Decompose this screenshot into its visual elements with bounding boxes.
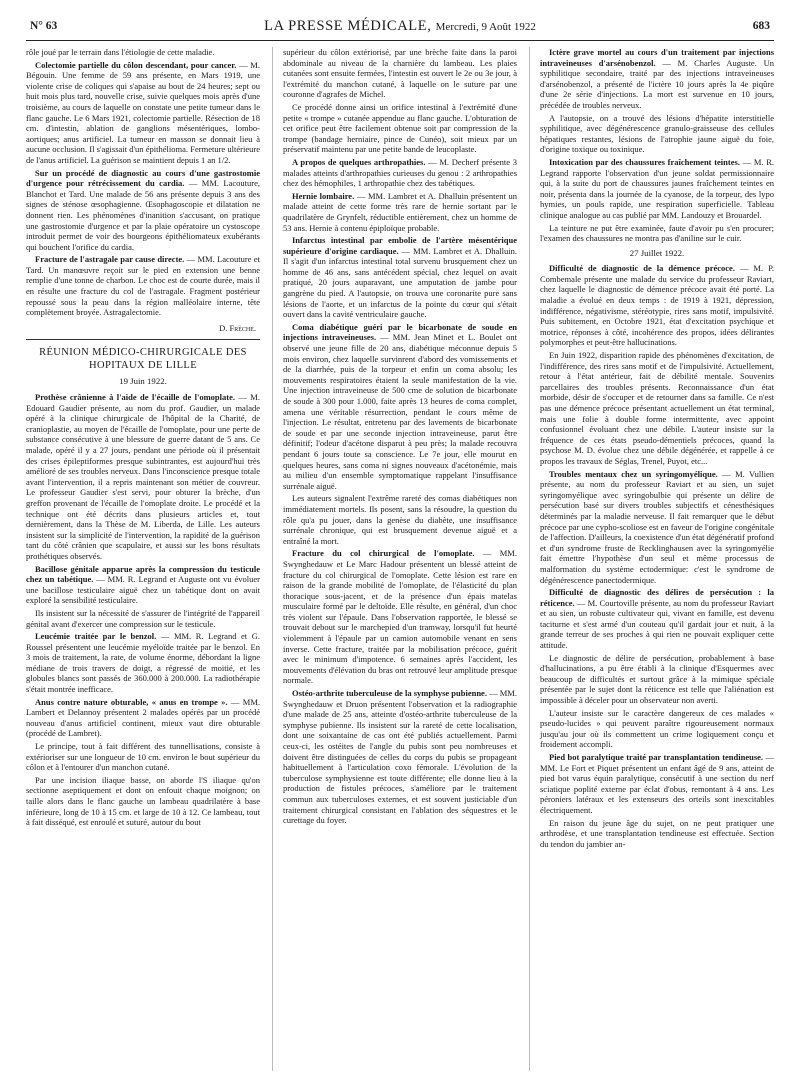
article-body: — M. Edouard Gaudier présente, au nom du prof. Gaudier, un malade opéré à la clinique chirurgicale de l'hôpital de la Charité, de cranioplastie, au moyen de l'écaille de l'omoplate, pour une perte de substance consécutive à une blessure de guerre datant de 5 ans. Ce malade, opéré il y a 27 jours, pendant une période où il présentait des crises épileptiformes presque subintrantes, est aujourd'hui très amélioré de ses troubles nerveux. Dans l'inconscience presque totale avant l'intervention, il a repris maintenant son métier de couvreur. Le professeur Gaudier s'est servi, pour obturer la brèche, d'un greffon provenant de l'écaille de l'omoplate droite. Le procédé et la technique ont été décrits dans plusieurs articles et, tout dernièrement, dans la Thèse de M. Liberda, de Lille. Les auteurs insistent sur la simplicité de l'intervention, la rapidité de la guérison tant du côté crânien que scapulaire, et aussi sur les bons résultats prothétiques observés. (26, 392, 260, 561)
article-gastrostomie (26, 168, 260, 253)
article-body: — MM. Jean Minet et L. Boulet ont observé une jeune fille de 20 ans, diabétique méconnue depuis 5 mois environ, chez laquelle survinrent d'abord des vomissements et de la diarrhée, puis de la torpeur et enfin un coma absolu; les mouvements respiratoires étaient la seule manifestation de la vie. Une injection intraveineuse de 500 cme de solution de bicarbonate de soude à 300 pour 1.000, faite après 13 heures de coma complet, amena une véritable résurrection, pendant le cours même de l'injection. Le résultat, entretenu par des lavements de bicarbonate de soude et par une seconde injection intraveineuse, parut être définitif; l'odeur d'acétone disparut à peu près; la malade recouvra pendant 6 jours toute sa conscience. Le 7e jour, elle mourut en quelques heures, sans coma ni signes nouveaux d'acétonémie, mais au milieu d'un ensemble symptomatique rappelant l'insuffisance surrénale aiguë. (283, 332, 517, 491)
article-astragale (26, 254, 260, 318)
article-title: Leucémie traitée par le benzol. (35, 631, 157, 642)
author-signature: D. Frèche. (219, 322, 256, 333)
article-title: Bacillose génitale apparue après la compression du testicule chez un tabétique. (26, 563, 260, 585)
paragraph: En Juin 1922, disparition rapide des phénomènes d'excitation, de l'indifférence, des rires sans motif et de l'impulsivité. Actuellement, retour à l'état antérieur, fait de débilité mentale. Souvenirs parcellaires des troubles présents. Reconnaissance d'un état morbide, désir de s'occuper et de retourner dans sa famille. Ce n'est pas une démence précoce présentant actuellement un état terminal, mais une folie à double forme intermittente, avec appoint confusionnel évoluant chez une débile. L'auteur insiste sur la fréquence de ces états pseudo-démentiels précoces, quand la psychose M. D. évolue chez une débile dégénérée, et rappelle à ce propos les travaux de Séglas, Trenel, Puyot, etc... (540, 350, 774, 466)
article-title: Difficulté de diagnostic des délires de persécution : la réticence. (540, 587, 774, 608)
journal-name: LA PRESSE MÉDICALE, (264, 18, 432, 34)
article-intoxication (540, 157, 774, 221)
paragraph: supérieur du côlon extériorisé, par une brèche faite dans la paroi abdominale au niveau de la charnière du lambeau. Les plaies cutanées sont ensuite fermées, l'intestin est ouvert le 2e ou 3e jour, à l'extrémité du manchon cutané, à laquelle on le suture par une couronne d'agrafes de Michel. (283, 47, 517, 100)
column-1 (26, 47, 260, 1071)
article-pied-bot (540, 752, 774, 816)
article-body: — MM. Lacouture, Blanchot et Tard. Une malade de 56 ans présente depuis 3 ans des signes de sténose œsophagienne. Œsophagoscopie et dilatation ne donnent rien. Les phénomènes d'inanition s'accusant, on pratique une gastrostomie d'urgence et par la plaie opératoire un cystoscope introduit permet de voir des bourgeons épithéliomateux exubérants qui bouchent l'orifice du cardia. (26, 178, 260, 252)
article-title: Sur un procédé de diagnostic au cours d'une gastrostomie d'urgence pour rétrécissement du cardia. (26, 167, 260, 189)
article-body: — M. Bégouin. Une femme de 59 ans présente, en Mars 1919, une violente crise de coliques qui s'apaise au bout de 24 heures; sept ou huit mois plus tard, nouvelle crise, suivie quelques mois après d'une troisième, au cours de laquelle on constate une petite tumeur dans le flanc gauche. Le 6 Mars 1921, colectomie partielle. Résection de 18 cm. d'intestin, ablation de ganglions mésentériques, lombo-aortiques; anus artificiel. La tumeur en masson se donnait lieu à aucune occlusion. Il s'agissait d'un épithélioma. Fermeture ultérieure de l'anus artificiel. La guérison se maintient depuis 1 an 1/2. (26, 59, 260, 165)
article-body: — MM. Lacouture et Tard. Un manœuvre reçoit sur le pied en extension une benne remplie d'une tonne de charbon. Le choc est de courte durée, mais il en résulte une fracture du col de l'astragale. Fragment postérieur repoussé sous la peau dans la région malléolaire interne, tête complètement broyée. Astragalectomie. (26, 254, 260, 318)
article-demence (540, 263, 774, 348)
article-body: — M. Vullien présente, au nom du professeur Raviart et au sien, un sujet syringomyélique avec syringobulbie qui présente un délire de persécution basé sur divers troubles subjectifs et cénesthésiques déterminés par la maladie nerveuse. Il fait remarquer que le début précoce par une cypho-scoliose est en faveur de l'origine congénitale de l'affection. D'ailleurs, la coexistence d'un état dégénératif profond et d'un syndrome fruste de Recklinghausen avec la syringomyélie fait émettre l'hypothèse d'un seul et même processus de malformation du système ectodermique: c'est le syndrome de dégénérescence panectodermique. (540, 468, 774, 585)
paragraph: En raison du jeune âge du sujet, on ne peut pratiquer une arthrodèse, et une transplantation tendineuse est effectuée. Section du tendon du jambier an- (540, 817, 774, 849)
text-columns (26, 47, 774, 1071)
article-title: Intoxication par des chaussures fraîchement teintes. (549, 156, 740, 167)
issue-number: N° 63 (30, 20, 58, 32)
paragraph: Les auteurs signalent l'extrême rareté des comas diabétiques non immédiatement mortels. Ils posent, sans la résoudre, la question du rôle qu'a pu jouer, dans la genèse du diabète, une insuffisance surrénale chronique, qui est brusquement devenue aiguë et a entraîné la mort. (283, 493, 517, 546)
article-body: — MM. Swynghedauw et Druon présentent l'observation et la radiographie d'une malade de 25 ans, atteinte d'ostéo-arthrite tuberculeuse de la symphyse pubienne. Ils insistent sur la rareté de cette localisation, dont une soixantaine de cas ont été publiés actuellement. Parmi ceux-ci, les ostéites de l'angle du pubis sont peu nombreuses et doivent être distinguées de celles du corps du pubis se propageant habituellement à l'articulation coxo fémorale. L'évolution de la tuberculose symphysienne est toute différente; elle donne lieu à la production de fistules précoces, s'améliore par le traitement commun aux tuberculoses externes, et est souvent justiciable d'un traitement chirurgical consistant en l'ablation des séquestres et le curettage du foyer. (283, 688, 517, 826)
article-arthropathies (283, 157, 517, 189)
article-body: — MM. Lambert et Delannoy présentent 2 malades opérés par un procédé nouveau d'anus artificiel continent, mieux vaut dire obturable (procédé de Lambret). (26, 696, 260, 739)
article-anus (26, 697, 260, 739)
paragraph: Par une incision iliaque basse, on aborde l'S iliaque qu'on sectionne aseptiquement et dont on enfouit chaque moignon; on taille alors dans le flanc gauche un lambeau quadrilatère à base inférieure, long de 10 à 15 cm. et large de 10 à 12. Ce lambeau, tout à fait disséqué, est enroulé et suturé, autour du bout (26, 774, 260, 828)
article-bacillose (26, 564, 260, 606)
article-colectomie (26, 60, 260, 166)
article-title: A propos de quelques arthropathies. (292, 156, 426, 167)
paragraph: A l'autopsie, on a trouvé des lésions d'hépatite interstitielle syphilitique, avec dégénérescence granulo-graisseuse des cellules hépatiques restantes, lésions de l'atrophie jaune aiguë du foie, d'origine toxique ou toxinique. (540, 112, 774, 155)
article-leucemie (26, 631, 260, 695)
article-body: — M. P. Combemale présente une malade du service du professeur Raviart, chez laquelle le diagnostic de démence précoce avait été porté. La maladie a évolué en deux temps : de 1919 à 1921, dépression, indifférence, négativisme, stéréotypie, rires sans motif, impulsivité. Puis subitement, en Octobre 1921, état d'excitation psychique et motrice, réponses à côté, incohérence des propos, idées délirantes polymorphes et peut-être hallucinations. (540, 263, 774, 348)
article-title: Difficulté de diagnostic de la démence précoce. (549, 263, 735, 274)
article-coma (283, 322, 517, 492)
meeting-date: 19 Juin 1922. (119, 376, 167, 387)
running-header (26, 18, 774, 41)
section-heading: RÉUNION MÉDICO-CHIRURGICALE DES HOPITAUX DE LILLE (39, 347, 247, 372)
column-3 (529, 47, 774, 1071)
article-title: Anus contre nature obturable, « anus en trompe ». (35, 696, 228, 707)
article-body: — MM. R. Legrand et G. Roussel présentent une leucémie myéloïde traitée par le benzol. En 3 mois de traitement, la rate, de volume énorme, débordant la ligne médiane de trois travers de doigt, a régressé de moitié, et les globules blancs sont passés de 360.000 à 200.000. La radiothérapie s'était montrée inefficace. (26, 631, 260, 695)
article-body: — MM. Swynghedauw et Le Marc Hadour présentent un blessé atteint de fracture du col chirurgical de l'omoplate. Cette lésion est rare en raison de la grande mobilité de l'omoplate, de l'élasticité du plan thoracique sous-jacent, et de la présence d'un épais matelas musculaire formé par le deltoïde. Elle résulte, en général, d'un choc très violent sur l'épaule. Dans l'observation rapportée, le blessé se trouvait debout sur le marchepied d'un tramway, lorsqu'il fut heurté violemment à l'épaule par un camion automobile venant en sens inverse. Cette fracture, traitée par la mobilisation précoce, guérit avec le minimum d'impotence. 6 semaines après l'accident, les mouvements d'élévation du bras ont retrouvé leur amplitude presque normale. (283, 548, 517, 686)
article-body: — MM. R. Legrand et Auguste ont vu évoluer une bacillose testiculaire aiguë chez un tabétique dont on avait exploré la sensibilité testiculaire. (26, 574, 260, 606)
article-body: — M. Courtoville présente, au nom du professeur Raviart et au sien, un robuste cultivateur qui, vivant en famille, est devenu taciturne et s'est armé d'un couteau qu'il gardait jour et nuit, à la grande terreur de ses proches à qui rien ne pouvait expliquer cette attitude. (540, 597, 774, 651)
paragraph: rôle joué par le terrain dans l'étiologie de cette maladie. (26, 47, 215, 57)
paragraph: Ce procédé donne ainsi un orifice intestinal à l'extrémité d'une petite « trompe » cutanée appendue au flanc gauche. L'obturation de cet orifice peut être facilement obtenue soit par compression de la trompe (bandage herniaire, pince de Cunéo), soit mieux par un préservatif maintenu par une petite bande de leucoplaste. (283, 101, 517, 155)
article-title: Hernie lombaire. (292, 190, 355, 201)
article-body: — MM. Lambret et A. Dhalluin présentent un malade atteint de cette forme très rare de hernie sortant par le quadrilatère de Grynfelt, réductible entièrement, chez un homme de 53 ans. Hernie à contenu épiploïque probable. (283, 190, 517, 233)
article-prothese (26, 392, 260, 562)
paragraph: La teinture ne put être examinée, faute d'avoir pu s'en procurer; l'examen des chaussures ne montra pas d'aniline sur le cuir. (540, 222, 774, 244)
article-osteo-arthrite (283, 688, 517, 826)
article-title: Prothèse crânienne à l'aide de l'écaille de l'omoplate. (35, 392, 235, 403)
article-ictere (540, 47, 774, 111)
article-persecution (540, 587, 774, 651)
article-hernie (283, 191, 517, 233)
paragraph: Le diagnostic de délire de persécution, probablement à base d'hallucinations, a pu être établi à la clinique d'Esquermes avec beaucoup de difficultés et surtout grâce à la mimique spéciale présentée par le sujet dont la réticence est telle que l'aliénation est impossible à déceler pour un observateur non averti. (540, 652, 774, 706)
column-2 (272, 47, 517, 1071)
article-title: Ostéo-arthrite tuberculeuse de la symphyse pubienne. (292, 688, 487, 699)
page-number: 683 (752, 20, 770, 32)
paragraph: L'auteur insiste sur le caractère dangereux de ces malades « pseudo-lucides » qui peuvent paraître rigoureusement normaux jusqu'au jour où ils commettent un crime logiquement conçu et froidement accompli. (540, 707, 774, 750)
meeting-date: 27 Juillet 1922. (629, 247, 685, 258)
article-fracture-omoplate (283, 548, 517, 686)
journal-title (26, 18, 774, 35)
paragraph: Le principe, tout à fait différent des tunnellisations, consiste à extérioriser sur une longueur de 10 cm. environ le bout supérieur du côlon et à l'entourer d'un manchon cutané. (26, 741, 260, 773)
paragraph: Ils insistent sur la nécessité de s'assurer de l'intégrité de l'appareil génital avant d'exercer une compression sur le testicule. (26, 607, 260, 629)
article-title: Coma diabétique guéri par le bicarbonate de soude en injections intraveineuses. (283, 321, 517, 343)
article-body: — MM. Le Fort et Piquet présentent un enfant âgé de 9 ans, atteint de pied bot varus équin paralytique, consécutif à une section du nerf sciatique poplité externe par éclat d'obus, remontant à 4 ans. Les péroniers latéraux et les extenseurs des orteils sont inexcitables électriquement. (540, 752, 774, 815)
article-title: Pied bot paralytique traité par transplantation tendineuse. (549, 752, 764, 762)
article-title: Infarctus intestinal par embolie de l'artère mésentérique supérieure d'origine cardiaque. (283, 235, 517, 256)
issue-date: Mercredi, 9 Août 1922 (435, 21, 536, 33)
article-title: Fracture de l'astragale par cause directe. (35, 254, 185, 265)
article-infarctus (283, 235, 517, 320)
article-body: — M. Decherf présente 3 malades atteints d'arthropathies curieuses du genou : 2 arthropathies chez des hémophiles, 1 arthropathie chez des tabétiques. (283, 156, 517, 189)
section-divider (26, 339, 260, 340)
article-title: Colectomie partielle du côlon descendant, pour cancer. (35, 59, 237, 70)
article-body: — M. R. Legrand rapporte l'observation d'un jeune soldat permissionnaire qui, à la suite du port de chaussures jaunes fraîchement teintes en noir, présenta dans la journée de la cyanose, de la torpeur, des lypo hymies, un pouls rapide, une respiration superficielle. Tableau clinique analogue au cas publié par MM. Landouzy et Brouardel. (540, 156, 774, 220)
article-title: Ictère grave mortel au cours d'un traitement par injections intraveineuses d'arsénobenzol. (540, 47, 774, 68)
article-title: Fracture du col chirurgical de l'omoplate. (292, 548, 475, 559)
article-body: — MM. Lambret et A. Dhalluin. Il s'agit d'un infarctus intestinal total survenu brusquement chez un homme de 46 ans, sans antécédent spécial, chez lequel on avait pratiqué, 20 jours auparavant, une amputation de jambe pour gangrène du pied. A l'autopsie, on trouva une coronarite pure sans lésions de l'aorte, et un infarctus de la pointe du cœur qui s'était ouvert dans la cavité ventriculaire gauche. (283, 245, 517, 320)
article-body: — M. Charles Auguste. Un syphilitique secondaire, traité par des injections intraveineuses d'arsénobenzol, a présenté de l'ictère 10 jours après la 4e piqûre d'une 2e série d'injections. La mort est survenue en 10 jours, précédée de troubles nerveux. (540, 57, 774, 110)
article-syringomyelie (540, 469, 774, 586)
article-title: Troubles mentaux chez un syringomyélique. (549, 468, 718, 479)
